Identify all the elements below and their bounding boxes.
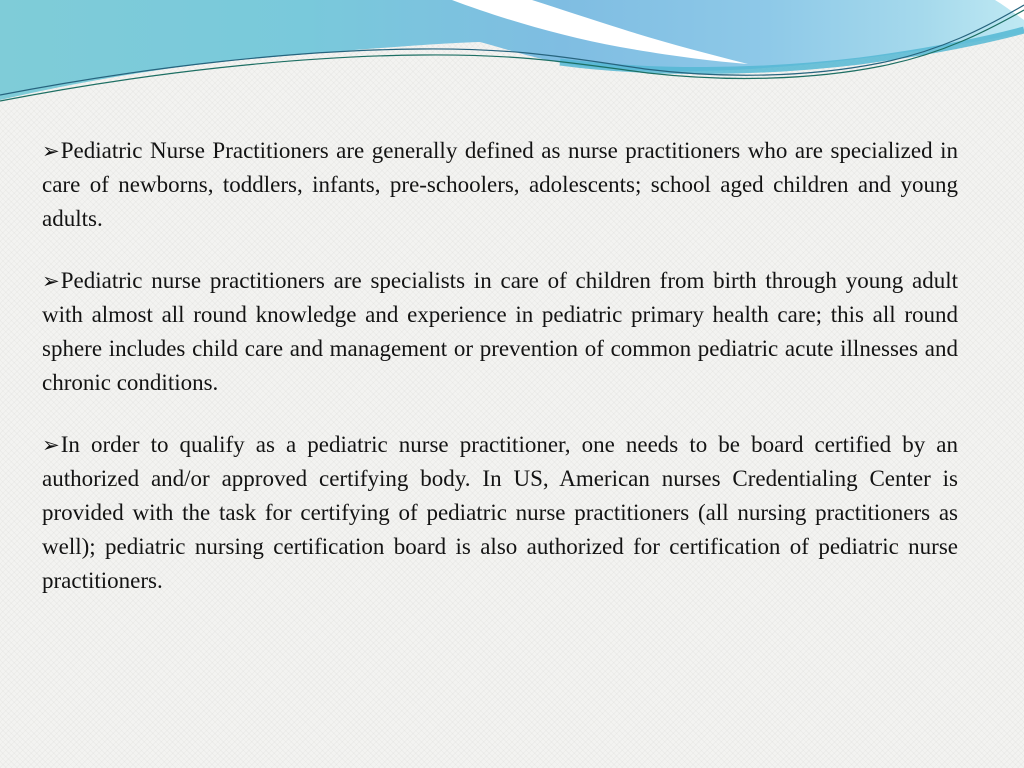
arrow-bullet-icon: ➢ — [42, 138, 60, 163]
paragraph-text: Pediatric nurse practitioners are specialists in care of children from birth through young adult with almost all round knowledge and experience in pediatric primary health care; this all round sphere includes child care and management or prevention of common pediatric acute illnesses and chronic conditions. — [42, 268, 958, 395]
decorative-wave-header — [0, 0, 1024, 140]
slide-text-block — [42, 134, 958, 626]
paragraph-definition — [42, 134, 958, 236]
arrow-bullet-icon: ➢ — [42, 268, 60, 293]
paragraph-specialists — [42, 264, 958, 400]
paragraph-text: Pediatric Nurse Practitioners are generally defined as nurse practitioners who are specialized in care of newborns, toddlers, infants, pre-schoolers, adolescents; school aged children and young adults. — [42, 138, 958, 231]
arrow-bullet-icon: ➢ — [42, 432, 60, 457]
paragraph-text: In order to qualify as a pediatric nurse practitioner, one needs to be board certified by an authorized and/or approved certifying body. In US, American nurses Credentialing Center is provided with the task for certifying of pediatric nurse practitioners (all nursing practitioners as well); pediatric nursing certification board is also authorized for certification of pediatric nurse practitioners. — [42, 432, 958, 593]
paragraph-certification — [42, 428, 958, 598]
